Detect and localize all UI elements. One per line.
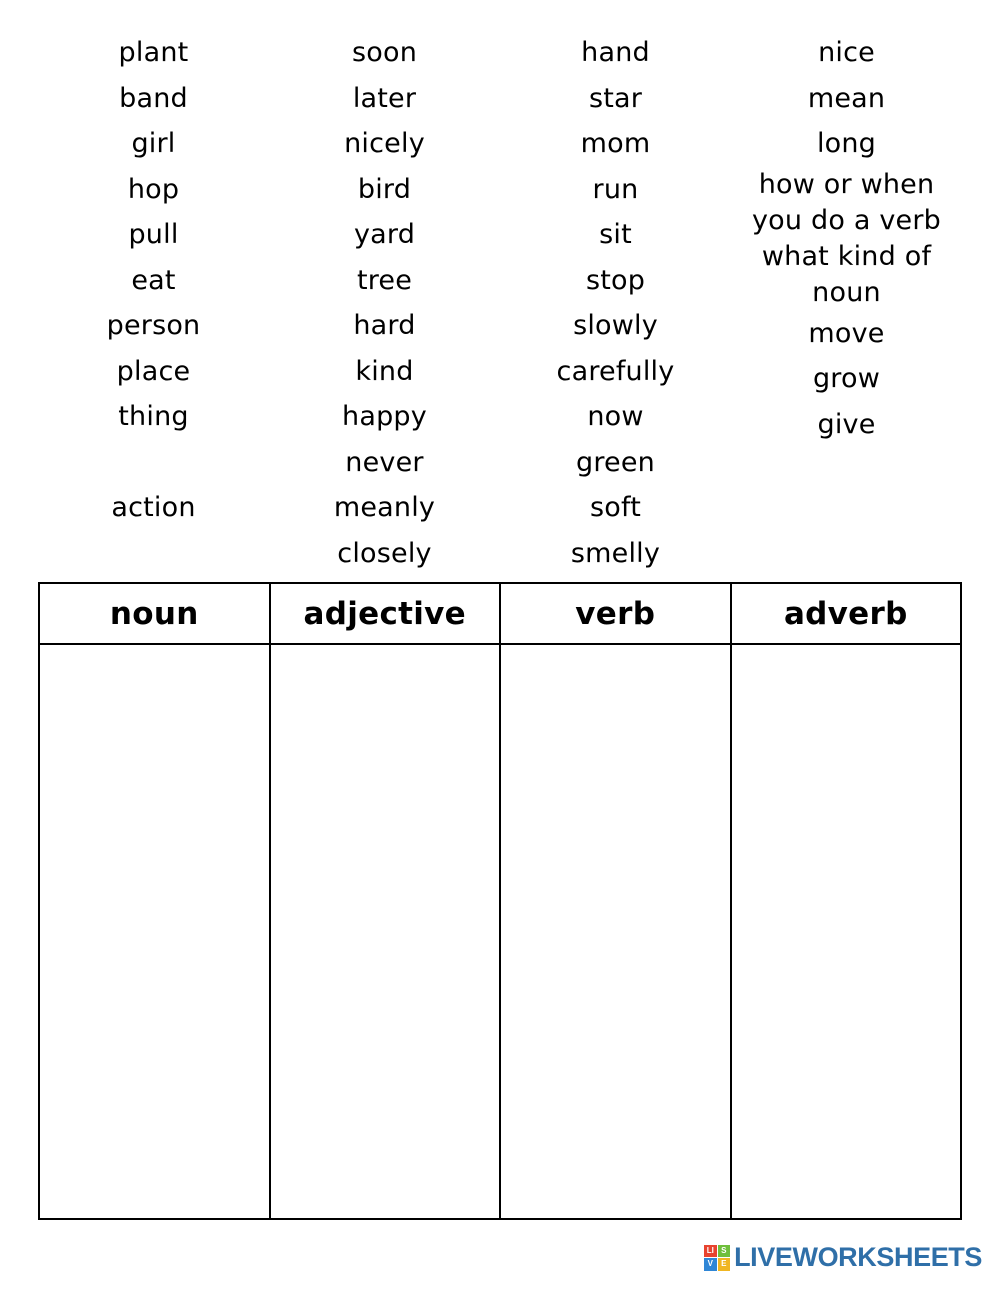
word-item: carefully — [556, 355, 675, 387]
logo-letter-e: E — [718, 1258, 731, 1271]
word-item: soft — [589, 492, 641, 523]
liveworksheets-footer[interactable] — [704, 1242, 982, 1273]
word-item: move — [808, 317, 885, 349]
word-item: tree — [356, 264, 413, 296]
word-item: meanly — [333, 492, 436, 523]
table-body-row — [40, 645, 960, 1218]
word-item: sit — [599, 219, 632, 250]
word-item: hard — [353, 310, 416, 341]
word-item: thing — [118, 401, 189, 432]
word-item: girl — [131, 128, 176, 159]
table-header-adjective: adjective — [269, 584, 500, 643]
word-item: grow — [812, 363, 881, 394]
table-header-verb: verb — [499, 584, 730, 643]
word-item: band — [119, 82, 188, 114]
word-item: person — [106, 310, 201, 341]
logo-letter-v: V — [704, 1258, 717, 1271]
word-item: closely — [337, 537, 432, 569]
word-item: smelly — [570, 537, 661, 569]
answer-cell-adjective[interactable] — [269, 645, 500, 1218]
definition-adjective: what kind of noun — [761, 240, 932, 308]
logo-letter-s: S — [718, 1245, 731, 1258]
table-header-noun: noun — [109, 595, 199, 632]
word-bank-column-2 — [269, 30, 500, 576]
answer-cell-noun[interactable] — [40, 645, 269, 1218]
table-header-adverb: adverb — [730, 584, 961, 643]
liveworksheets-logo-icon — [704, 1245, 730, 1271]
word-item: yard — [353, 219, 416, 250]
answer-cell-verb[interactable] — [499, 645, 730, 1218]
word-item: give — [817, 408, 876, 440]
word-item: hand — [581, 37, 650, 68]
word-bank — [38, 30, 962, 576]
word-bank-column-3 — [500, 30, 731, 576]
word-bank-column-1 — [38, 30, 269, 576]
word-item: star — [588, 82, 643, 114]
brand-text: LIVEWORKSHEETS — [734, 1242, 982, 1272]
word-item: nice — [818, 37, 875, 68]
word-item: eat — [131, 264, 176, 296]
table-header-row — [40, 584, 960, 645]
word-bank-column-4 — [731, 30, 962, 576]
word-item: now — [587, 401, 644, 432]
word-item: mom — [580, 128, 651, 159]
word-item: green — [576, 446, 655, 478]
word-item: stop — [585, 264, 646, 296]
word-item: run — [592, 173, 639, 205]
word-item: bird — [357, 173, 412, 205]
word-item: kind — [355, 355, 414, 387]
classification-table — [38, 582, 962, 1220]
word-item: mean — [807, 82, 886, 114]
answer-cell-adverb[interactable] — [730, 645, 961, 1218]
word-item: never — [345, 446, 424, 478]
word-item: long — [816, 128, 877, 159]
word-item: happy — [342, 401, 427, 432]
word-item: action — [111, 492, 196, 523]
word-item: later — [352, 82, 417, 114]
word-item: pull — [128, 219, 179, 250]
word-item: plant — [118, 37, 189, 68]
word-item: nicely — [344, 128, 425, 159]
logo-letter-li: LI — [704, 1245, 717, 1258]
word-item: place — [116, 355, 191, 387]
word-item: hop — [127, 173, 180, 205]
definition-adverb: how or when you do a verb — [752, 168, 941, 236]
word-item: soon — [351, 37, 418, 68]
word-item: slowly — [573, 310, 658, 341]
